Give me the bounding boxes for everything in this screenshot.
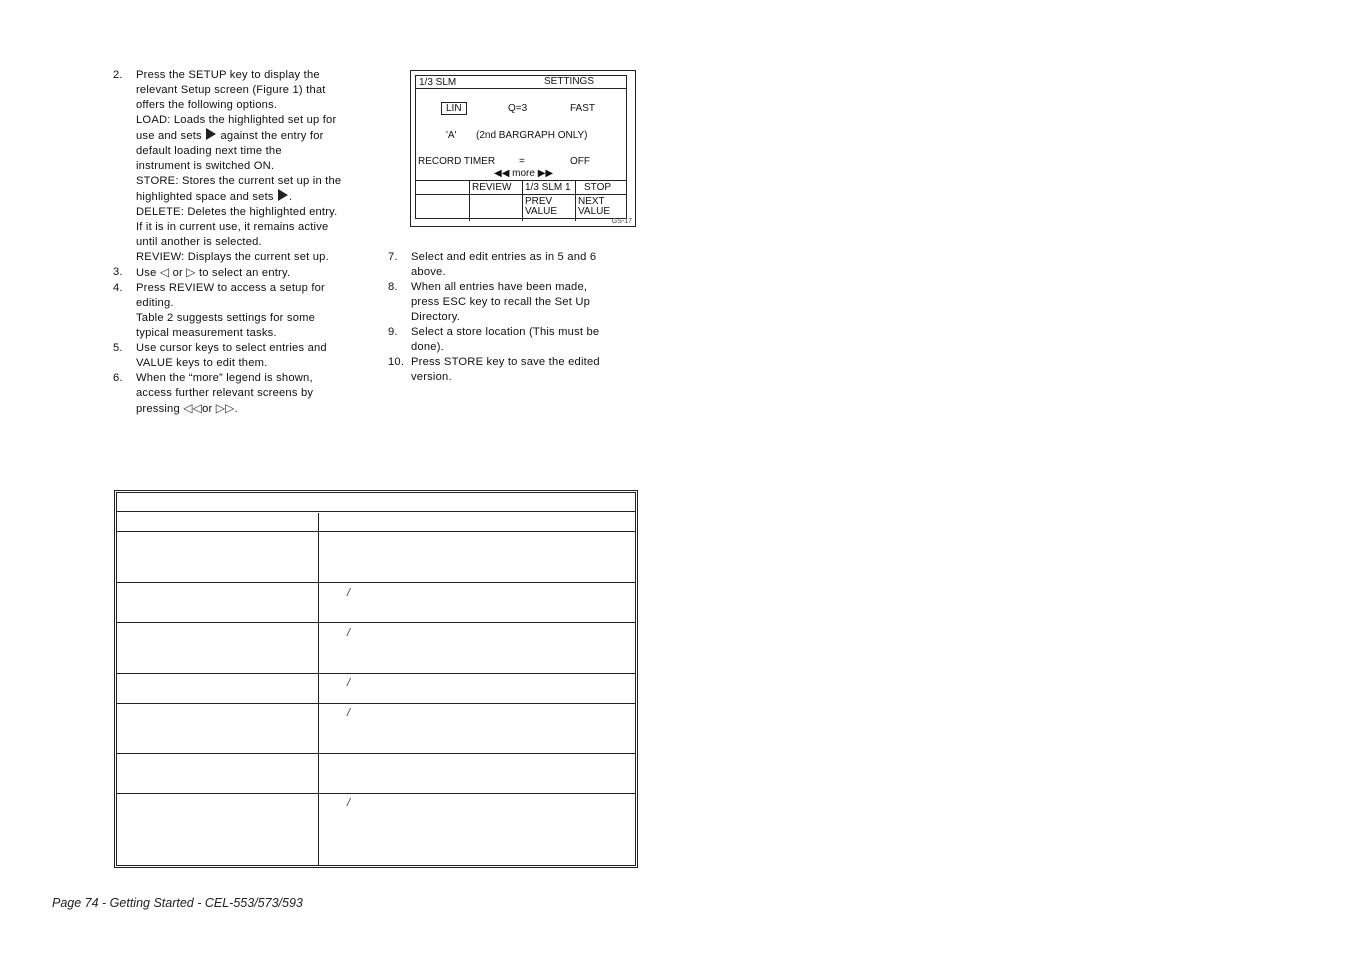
lcd-more-legend: ◀◀ more ▶▶ bbox=[494, 168, 554, 179]
softkey-prev: PREV bbox=[525, 196, 553, 207]
table-rule bbox=[117, 582, 635, 583]
divider bbox=[469, 181, 470, 221]
pressing-line bbox=[136, 401, 368, 417]
use-cursor-line bbox=[136, 265, 368, 281]
lcd-q-value: Q=3 bbox=[508, 103, 528, 114]
step-8 bbox=[388, 280, 628, 325]
step-number: 8. bbox=[388, 281, 398, 293]
step-number: 3. bbox=[113, 266, 123, 278]
softkey-stop: STOP bbox=[584, 182, 612, 193]
left-instructions bbox=[113, 68, 368, 417]
text-line: instrument is switched ON. bbox=[136, 160, 275, 172]
text-fragment: . bbox=[289, 191, 293, 203]
text-line: offers the following options. bbox=[136, 99, 278, 111]
load-description: LOAD: Loads the highlighted set up for bbox=[136, 114, 337, 126]
table-slash: / bbox=[347, 677, 351, 689]
text-fragment: or bbox=[202, 403, 213, 415]
step-number: 6. bbox=[113, 372, 123, 384]
setup-screen-figure bbox=[410, 70, 636, 227]
lcd-display bbox=[415, 75, 627, 219]
step-7 bbox=[388, 250, 628, 280]
table-rule bbox=[117, 673, 635, 674]
text-line: Select a store location (This must be bbox=[411, 326, 600, 338]
table-rule bbox=[117, 622, 635, 623]
lcd-off-value: OFF bbox=[570, 156, 590, 167]
page-footer: Page 74 - Getting Started - CEL-553/573/593 bbox=[52, 896, 303, 910]
lcd-bargraph-note: (2nd BARGRAPH ONLY) bbox=[476, 130, 588, 141]
delete-description: DELETE: Deletes the highlighted entry. bbox=[136, 206, 338, 218]
text-line: If it is in current use, it remains active bbox=[136, 221, 329, 233]
step-number: 9. bbox=[388, 326, 398, 338]
table-rule bbox=[117, 753, 635, 754]
step-10 bbox=[388, 355, 628, 385]
step-number: 4. bbox=[113, 282, 123, 294]
text-line: Use cursor keys to select entries and bbox=[136, 342, 327, 354]
lcd-settings-label: SETTINGS bbox=[544, 76, 595, 87]
step-5 bbox=[113, 341, 368, 371]
table-slash: / bbox=[347, 707, 351, 719]
text-fragment: . bbox=[234, 403, 238, 415]
text-line: version. bbox=[411, 371, 452, 383]
text-line: Press STORE key to save the edited bbox=[411, 356, 600, 368]
play-icon bbox=[278, 189, 288, 201]
text-line: Table 2 suggests settings for some bbox=[136, 312, 316, 324]
play-icon bbox=[206, 128, 216, 140]
store-description: STORE: Stores the current set up in the bbox=[136, 175, 342, 187]
right-instructions bbox=[388, 250, 628, 385]
text-line: relevant Setup screen (Figure 1) that bbox=[136, 84, 326, 96]
softkey-next-value: VALUE bbox=[578, 206, 611, 217]
lcd-fast-value: FAST bbox=[570, 103, 596, 114]
table-rule bbox=[117, 703, 635, 704]
table-rule bbox=[117, 793, 635, 794]
table-column-divider bbox=[318, 513, 319, 865]
softkey-review: REVIEW bbox=[472, 182, 512, 193]
lcd-lin-highlight: LIN bbox=[441, 102, 467, 115]
double-left-icon: ◁◁ bbox=[183, 401, 203, 415]
divider bbox=[522, 181, 523, 221]
text-line: typical measurement tasks. bbox=[136, 327, 277, 339]
text-line: When all entries have been made, bbox=[411, 281, 588, 293]
text-fragment: or bbox=[172, 267, 183, 279]
step-number: 10. bbox=[388, 356, 405, 368]
step-9 bbox=[388, 325, 628, 355]
load-description-line2 bbox=[136, 128, 368, 144]
table-rule bbox=[117, 531, 635, 532]
step-number: 5. bbox=[113, 342, 123, 354]
lcd-record-timer: RECORD TIMER bbox=[418, 156, 496, 167]
lcd-equals: = bbox=[519, 156, 525, 167]
text-fragment: highlighted space and sets bbox=[136, 191, 274, 203]
text-line: Directory. bbox=[411, 311, 461, 323]
step-number: 2. bbox=[113, 69, 123, 81]
text-line: above. bbox=[411, 266, 446, 278]
text-fragment: Use bbox=[136, 267, 157, 279]
table-rule bbox=[117, 511, 635, 512]
text-line: until another is selected. bbox=[136, 236, 262, 248]
store-description-line2 bbox=[136, 189, 368, 205]
right-triangle-icon: ▷ bbox=[186, 265, 196, 279]
step-4 bbox=[113, 281, 368, 341]
text-line: VALUE keys to edit them. bbox=[136, 357, 268, 369]
left-triangle-icon: ◁ bbox=[159, 265, 170, 279]
lcd-softkeys bbox=[416, 180, 626, 220]
step-number: 7. bbox=[388, 251, 398, 263]
double-right-icon: ▷▷ bbox=[215, 401, 235, 415]
table-slash: / bbox=[347, 587, 351, 599]
table-slash: / bbox=[347, 797, 351, 809]
text-line: default loading next time the bbox=[136, 145, 282, 157]
lcd-mode-label: 1/3 SLM bbox=[419, 77, 457, 88]
divider bbox=[575, 181, 576, 221]
step-6 bbox=[113, 371, 368, 417]
text-line: press ESC key to recall the Set Up bbox=[411, 296, 591, 308]
review-description: REVIEW: Displays the current set up. bbox=[136, 251, 329, 263]
softkey-slm: 1/3 SLM 1 bbox=[525, 182, 571, 193]
text-line: Press the SETUP key to display the bbox=[136, 69, 320, 81]
text-line: When the “more” legend is shown, bbox=[136, 372, 313, 384]
text-fragment: against the entry for bbox=[220, 130, 324, 142]
settings-table bbox=[114, 490, 638, 868]
text-fragment: use and sets bbox=[136, 130, 202, 142]
softkey-prev-value: VALUE bbox=[525, 206, 558, 217]
figure-code: GS-17 bbox=[611, 218, 632, 225]
step-2 bbox=[113, 68, 368, 265]
text-line: Select and edit entries as in 5 and 6 bbox=[411, 251, 597, 263]
step-3 bbox=[113, 265, 368, 281]
table-slash: / bbox=[347, 627, 351, 639]
text-line: access further relevant screens by bbox=[136, 387, 314, 399]
text-line: Press REVIEW to access a setup for bbox=[136, 282, 325, 294]
lcd-a-weight: 'A' bbox=[446, 130, 457, 141]
softkey-next: NEXT bbox=[578, 196, 605, 207]
text-fragment: pressing bbox=[136, 403, 180, 415]
lcd-header bbox=[416, 76, 626, 89]
text-line: done). bbox=[411, 341, 444, 353]
text-line: editing. bbox=[136, 297, 174, 309]
text-fragment: to select an entry. bbox=[198, 267, 291, 279]
